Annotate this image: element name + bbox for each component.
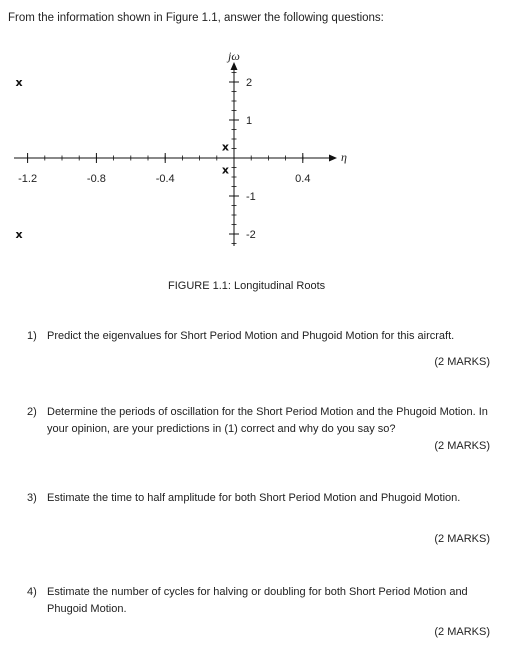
x-tick-label: 0.4: [295, 173, 311, 185]
question-2-marks: (2 MARKS): [434, 440, 490, 452]
imaginary-axis-arrow: [231, 62, 238, 70]
question-4: [27, 584, 497, 624]
y-tick-label: -1: [246, 191, 256, 203]
question-text: Estimate the time to half amplitude for both Short Period Motion and Phugoid Motion.: [47, 492, 461, 504]
question-number: 3): [27, 492, 37, 504]
question-text: Estimate the number of cycles for halving or doubling for both Short Period Motion and Phugoid Motion.: [47, 586, 468, 615]
question-1-marks: (2 MARKS): [434, 356, 490, 368]
root-marker: x: [15, 228, 23, 241]
real-axis-arrow: [329, 155, 337, 162]
question-3-marks: (2 MARKS): [434, 533, 490, 545]
root-locus-figure: [0, 40, 521, 280]
root-marker: x: [15, 76, 23, 89]
question-text: Determine the periods of oscillation for the Short Period Motion and the Phugoid Motion. In your opinion, are your predictions in (1) correct and why do you say so?: [47, 406, 488, 435]
question-number: 1): [27, 330, 37, 342]
y-tick-label: -2: [246, 229, 256, 241]
question-number: 2): [27, 406, 37, 418]
intro-text: From the information shown in Figure 1.1, answer the following questions:: [8, 12, 384, 24]
question-text: Predict the eigenvalues for Short Period Motion and Phugoid Motion for this aircraft.: [47, 330, 455, 342]
question-2: [27, 404, 497, 444]
figure-caption: FIGURE 1.1: Longitudinal Roots: [168, 280, 326, 292]
x-tick-label: -0.4: [155, 173, 175, 185]
question-4-marks: (2 MARKS): [434, 626, 490, 638]
root-marker: x: [221, 163, 229, 177]
question-1: [27, 328, 497, 368]
x-tick-label: -0.8: [86, 173, 106, 185]
question-number: 4): [27, 586, 37, 598]
axes: [14, 49, 347, 246]
root-marker: x: [221, 140, 229, 154]
y-tick-label: 2: [246, 77, 253, 89]
y-tick-label: 1: [246, 115, 253, 127]
question-3: [27, 490, 497, 530]
imaginary-axis-label: jω: [228, 49, 240, 63]
x-tick-label: -1.2: [18, 173, 38, 185]
real-axis-label: η: [341, 150, 347, 164]
